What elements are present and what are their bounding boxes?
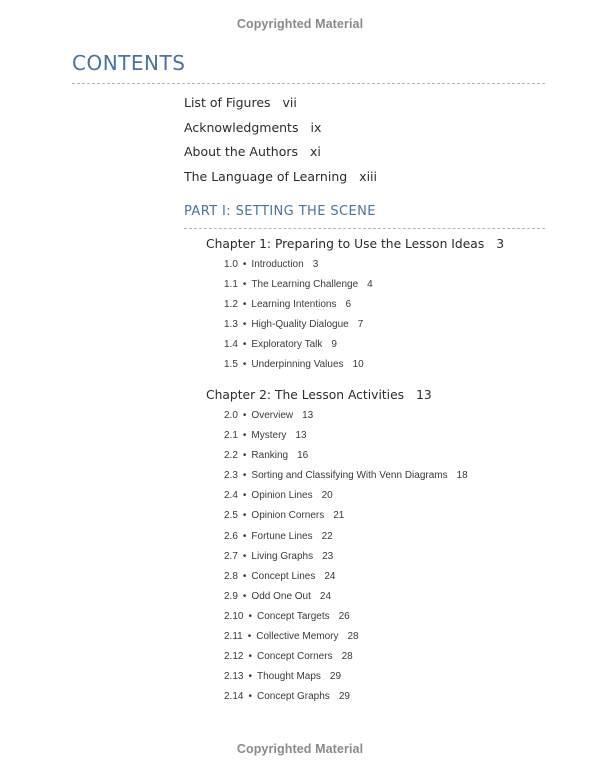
chapter-heading	[206, 388, 432, 402]
front-matter-item	[184, 94, 377, 119]
bullet-separator: •	[242, 430, 247, 442]
section-page: 4	[367, 279, 373, 291]
section-number: 2.7	[224, 550, 238, 562]
toc-section-entry	[224, 509, 468, 529]
section-page: 26	[338, 610, 350, 622]
section-title: Concept Lines	[251, 570, 316, 582]
section-page: 29	[329, 671, 342, 683]
section-number: 1.1	[224, 279, 238, 291]
section-title: Underpinning Values	[251, 359, 344, 371]
chapter-heading	[206, 237, 504, 251]
bullet-separator: •	[242, 410, 247, 421]
bullet-separator: •	[248, 651, 252, 663]
toc-section-entry	[224, 358, 373, 378]
section-page: 3	[312, 259, 319, 270]
entry-title: Acknowledgments	[184, 119, 299, 135]
bullet-separator: •	[242, 530, 247, 542]
section-title: Concept Graphs	[256, 691, 330, 703]
section-title: Exploratory Talk	[251, 339, 323, 351]
section-title: Living Graphs	[251, 550, 314, 562]
front-matter-item	[184, 168, 377, 193]
bullet-separator: •	[242, 470, 247, 482]
chapter-title: Chapter 1: Preparing to Use the Lesson Ideas	[206, 237, 485, 251]
section-number: 2.0	[224, 410, 238, 421]
entry-page: ix	[310, 119, 322, 135]
section-number: 2.13	[224, 671, 244, 683]
section-page: 16	[297, 450, 309, 462]
bullet-separator: •	[242, 590, 247, 602]
section-title: Sorting and Classifying With Venn Diagrams	[251, 470, 448, 482]
section-title: Introduction	[251, 259, 304, 270]
section-number: 1.2	[224, 299, 238, 311]
copyright-watermark-bottom: Copyrighted Material	[236, 742, 364, 756]
part-divider	[184, 228, 545, 229]
chapter-title: Chapter 2: The Lesson Activities	[206, 388, 405, 402]
entry-page: vii	[282, 95, 297, 110]
toc-section-entry	[224, 449, 468, 469]
section-page: 10	[352, 359, 364, 371]
bullet-separator: •	[242, 450, 247, 462]
bullet-separator: •	[242, 490, 247, 502]
section-title: Opinion Lines	[251, 490, 313, 502]
toc-section-entry	[224, 590, 468, 610]
toc-section-entry	[224, 550, 468, 570]
entry-page: xi	[310, 144, 321, 160]
copyright-watermark-top: Copyrighted Material	[236, 17, 364, 31]
toc-section-entry	[224, 429, 468, 449]
section-number: 2.8	[224, 570, 238, 582]
section-page: 13	[302, 410, 314, 421]
front-matter-item	[184, 119, 377, 144]
section-number: 2.1	[224, 430, 238, 442]
section-title: Opinion Corners	[251, 510, 325, 522]
section-number: 1.5	[224, 359, 238, 371]
section-number: 2.10	[224, 610, 244, 622]
bullet-separator: •	[242, 319, 247, 331]
section-title: Ranking	[251, 450, 289, 462]
section-page: 24	[319, 590, 332, 602]
bullet-separator: •	[248, 671, 252, 683]
toc-section-entry	[224, 258, 373, 278]
section-title: Overview	[251, 410, 294, 421]
chapter-page: 3	[496, 237, 505, 251]
section-number: 1.4	[224, 339, 238, 351]
toc-section-entry	[224, 338, 373, 358]
section-title: Odd One Out	[251, 590, 311, 602]
section-number: 2.14	[224, 691, 244, 703]
entry-title: The Language of Learning	[184, 169, 348, 185]
section-page: 22	[321, 530, 333, 542]
toc-section-entry	[224, 278, 373, 298]
section-number: 2.5	[224, 510, 238, 522]
section-page: 6	[345, 299, 352, 311]
section-page: 9	[331, 339, 337, 351]
bullet-separator: •	[247, 631, 252, 643]
toc-section-entry	[224, 690, 468, 710]
section-number: 1.0	[224, 259, 238, 270]
section-page: 20	[321, 490, 333, 502]
section-page: 28	[347, 631, 359, 643]
entry-title: About the Authors	[184, 144, 299, 160]
front-matter-list	[184, 94, 377, 193]
toc-section-entry	[224, 298, 373, 318]
toc-section-entry	[224, 570, 468, 590]
toc-section-entry	[224, 318, 373, 338]
toc-section-entry	[224, 670, 468, 690]
bullet-separator: •	[242, 359, 247, 371]
toc-section-entry	[224, 469, 468, 489]
section-number: 1.3	[224, 319, 238, 331]
toc-section-entry	[224, 650, 468, 670]
section-number: 2.2	[224, 450, 238, 462]
bullet-separator: •	[242, 550, 247, 562]
section-page: 29	[338, 691, 350, 703]
bullet-separator: •	[242, 259, 247, 270]
section-number: 2.3	[224, 470, 238, 482]
section-title: Collective Memory	[256, 631, 339, 643]
chapter-1-section-list	[224, 258, 373, 379]
contents-divider	[72, 83, 545, 84]
section-title: High-Quality Dialogue	[251, 319, 349, 331]
section-number: 2.4	[224, 490, 238, 502]
section-page: 24	[324, 570, 336, 582]
entry-page: xiii	[359, 169, 377, 185]
bullet-separator: •	[242, 299, 247, 311]
toc-section-entry	[224, 610, 468, 630]
entry-title: List of Figures	[184, 95, 271, 110]
section-title: Fortune Lines	[251, 530, 313, 542]
toc-section-entry	[224, 489, 468, 509]
section-number: 2.6	[224, 530, 238, 542]
section-number: 2.11	[224, 631, 243, 643]
section-page: 23	[322, 550, 334, 562]
contents-heading: CONTENTS	[72, 51, 186, 75]
bullet-separator: •	[242, 510, 247, 522]
chapter-2-section-list	[224, 409, 468, 710]
bullet-separator: •	[242, 570, 247, 582]
part-heading: PART I: SETTING THE SCENE	[184, 204, 376, 219]
front-matter-item	[184, 143, 377, 168]
section-page: 21	[333, 510, 345, 522]
section-page: 7	[357, 319, 364, 331]
section-page: 28	[341, 651, 353, 663]
section-title: Mystery	[251, 430, 287, 442]
section-number: 2.9	[224, 590, 238, 602]
section-title: The Learning Challenge	[251, 279, 359, 291]
toc-section-entry	[224, 530, 468, 550]
bullet-separator: •	[248, 610, 252, 622]
bullet-separator: •	[248, 691, 252, 703]
section-title: Learning Intentions	[251, 299, 337, 311]
toc-section-entry	[224, 630, 468, 650]
section-page: 18	[456, 470, 468, 482]
chapter-page: 13	[416, 388, 432, 402]
section-page: 13	[295, 430, 307, 442]
section-title: Concept Targets	[256, 610, 330, 622]
section-title: Concept Corners	[256, 651, 333, 663]
bullet-separator: •	[242, 339, 247, 351]
bullet-separator: •	[242, 279, 247, 291]
section-title: Thought Maps	[256, 671, 321, 683]
toc-section-entry	[224, 409, 468, 429]
section-number: 2.12	[224, 651, 244, 663]
